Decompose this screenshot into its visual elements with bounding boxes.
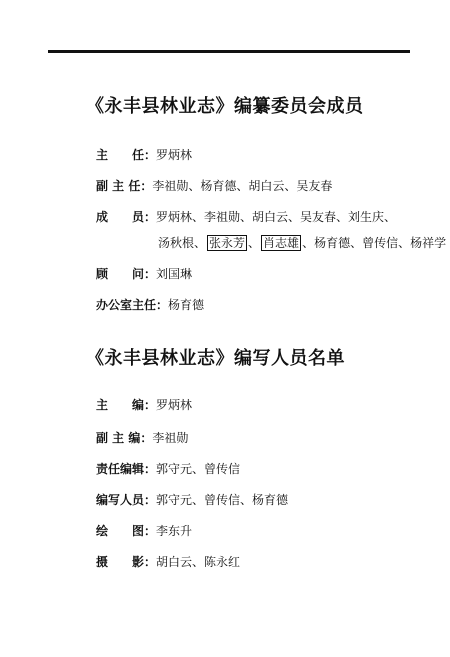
row-label: 副 主 任： <box>96 179 153 193</box>
row-label: 编写人员： <box>96 493 157 507</box>
boxed-name-1: 张永芳 <box>209 236 246 250</box>
row-label: 主 任： <box>96 148 157 162</box>
committee-row-office-director <box>96 296 204 313</box>
row-label: 责任编辑： <box>96 462 157 476</box>
committee-members-continued <box>158 234 446 251</box>
row-label: 摄 影： <box>96 555 157 569</box>
committee-row-members <box>96 208 396 225</box>
writers-row-photography <box>96 553 240 570</box>
writers-row-drawings <box>96 522 192 539</box>
row-value: 李祖勋、杨育德、胡白云、吴友春 <box>152 179 333 193</box>
row-label: 办公室主任： <box>96 298 169 312</box>
members-cont-before: 汤秋根、 <box>158 236 207 250</box>
row-value: 杨育德 <box>168 298 205 312</box>
row-value: 郭守元、曾传信 <box>156 462 241 476</box>
row-value: 罗炳林 <box>156 398 193 412</box>
row-label: 成 员： <box>96 210 157 224</box>
row-label: 绘 图： <box>96 524 157 538</box>
writers-row-deputy-editor <box>96 429 188 446</box>
writers-title: 《永丰县林业志》编写人员名单 <box>86 348 345 369</box>
writers-row-editor-in-chief <box>96 396 192 413</box>
committee-row-chair <box>96 146 192 163</box>
writers-row-responsible-editor <box>96 460 240 477</box>
writers-row-writers <box>96 491 288 508</box>
top-rule <box>48 50 410 53</box>
row-value: 刘国琳 <box>156 267 193 281</box>
row-value: 李祖勋 <box>152 431 189 445</box>
committee-row-vice-chair <box>96 177 332 194</box>
members-cont-sep: 、 <box>248 236 261 250</box>
row-label: 主 编： <box>96 398 157 412</box>
row-value: 郭守元、曾传信、杨育德 <box>156 493 289 507</box>
row-value: 李东升 <box>156 524 193 538</box>
committee-title: 《永丰县林业志》编纂委员会成员 <box>86 96 364 117</box>
committee-row-advisor <box>96 265 192 282</box>
row-label: 顾 问： <box>96 267 157 281</box>
row-value: 罗炳林、李祖勋、胡白云、吴友春、刘生庆、 <box>156 210 397 224</box>
boxed-name-2: 肖志雄 <box>263 236 300 250</box>
row-label: 副 主 编： <box>96 431 153 445</box>
members-cont-after: 、杨育德、曾传信、杨祥学 <box>302 236 447 250</box>
row-value: 胡白云、陈永红 <box>156 555 241 569</box>
row-value: 罗炳林 <box>156 148 193 162</box>
